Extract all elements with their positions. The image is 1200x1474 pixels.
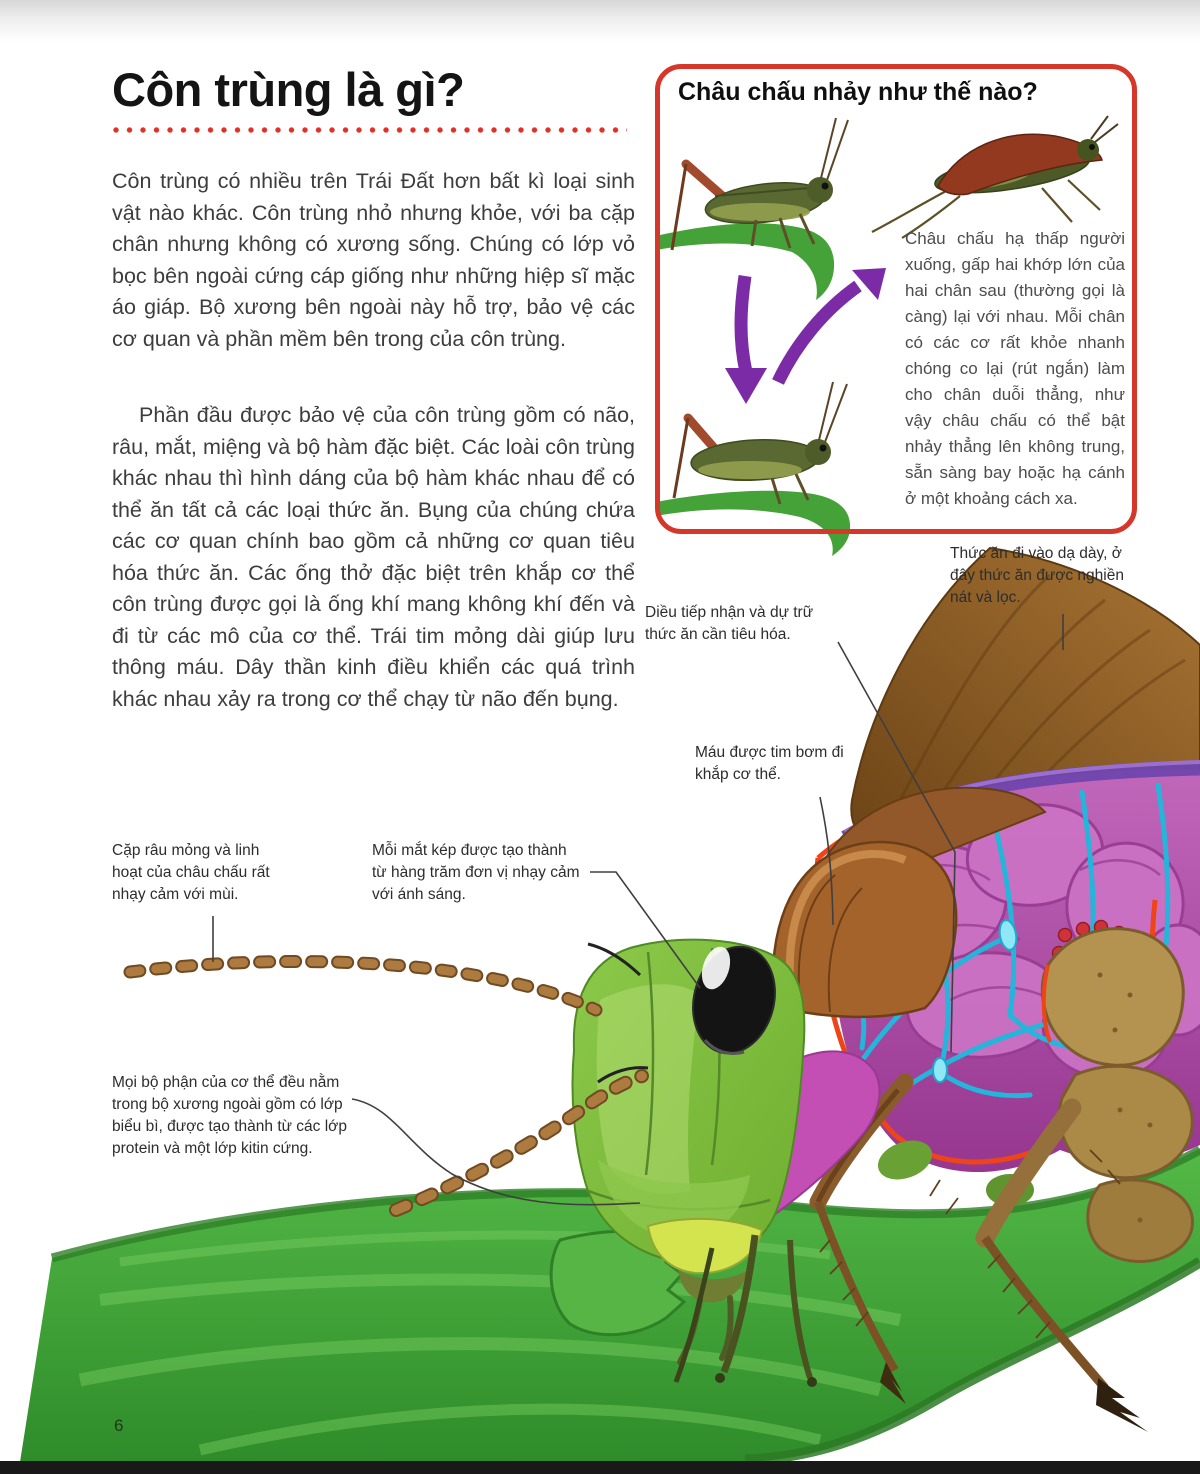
callout-crop: Diều tiếp nhận và dự trữ thức ăn cần tiêu hóa.	[645, 604, 814, 643]
arrow-down	[725, 276, 767, 404]
page-title: Côn trùng là gì?	[112, 63, 465, 116]
intro-paragraph-1: Côn trùng có nhiều trên Trái Đất hơn bất kì loại sinh vật nào khác. Côn trùng nhỏ nhưng khỏe, với ba cặp chân nhưng không có xương sống. Chúng có lớp vỏ bọc bên ngoài cứng cáp giống như những hiệp sĩ mặc áo giáp. Bộ xương bên ngoài này hỗ trợ, bảo vệ các cơ quan và phần mềm bên trong của côn trùng.	[112, 169, 635, 351]
callout-antennae: Cặp râu mỏng và linh hoạt của châu chấu rất nhạy cảm với mùi.	[112, 842, 270, 903]
dotted-rule	[113, 127, 627, 133]
callout-stomach: Thức ăn đi vào dạ dày, ở đây thức ăn được nghiền nát và lọc.	[950, 545, 1124, 606]
intro-paragraph-2: Phần đầu được bảo vệ của côn trùng gồm có não, râu, mắt, miệng và bộ hàm đặc biệt. Các loài côn trùng khác nhau thì hình dáng của bộ hàm khác nhau để có thể ăn tất cả các loại thức ăn. Bụng của chúng chứa các cơ quan chính bao gồm cả những cơ quan tiêu hóa thức ăn. Các ống thở đặc biệt trên khắp cơ thể côn trùng được gọi là ống khí mang không khí đến và đi từ các mô của cơ thể. Trái tim mỏng dài giúp lưu thông máu. Dây thần kinh điều khiển các quá trình khác nhau xảy ra trong cơ thể chạy từ não đến bụng.	[112, 403, 635, 711]
callout-compound-eye: Mỗi mắt kép được tạo thành từ hàng trăm đơn vị nhạy cảm với ánh sáng.	[372, 842, 580, 903]
jump-box-title: Châu chấu nhảy như thế nào?	[678, 78, 1038, 106]
scan-bottom-bar	[0, 1461, 1200, 1474]
callout-exoskeleton: Mọi bộ phận của cơ thể đều nằm trong bộ xương ngoài gồm có lớp biểu bì, được tạo thành từ các lớp protein và một lớp kitin cứng.	[112, 1074, 347, 1157]
arrow-up-right	[778, 268, 886, 382]
grasshopper-flying	[872, 116, 1118, 238]
grasshopper-crouched	[674, 382, 847, 504]
callout-heart: Máu được tim bơm đi khắp cơ thể.	[695, 744, 844, 783]
page-number: 6	[114, 1416, 124, 1435]
jump-box-body: Châu chấu hạ thấp người xuống, gấp hai khớp lớn của hai chân sau (thường gọi là càng) lại với nhau. Mỗi chân có các cơ rất khỏe nhanh chóng co lại (rút ngắn) làm cho chân duỗi thẳng, như vậy châu chấu có thể bật nhảy thẳng lên không trung, sẵn sàng bay hoặc hạ cánh ở một khoảng cách xa.	[905, 229, 1125, 508]
